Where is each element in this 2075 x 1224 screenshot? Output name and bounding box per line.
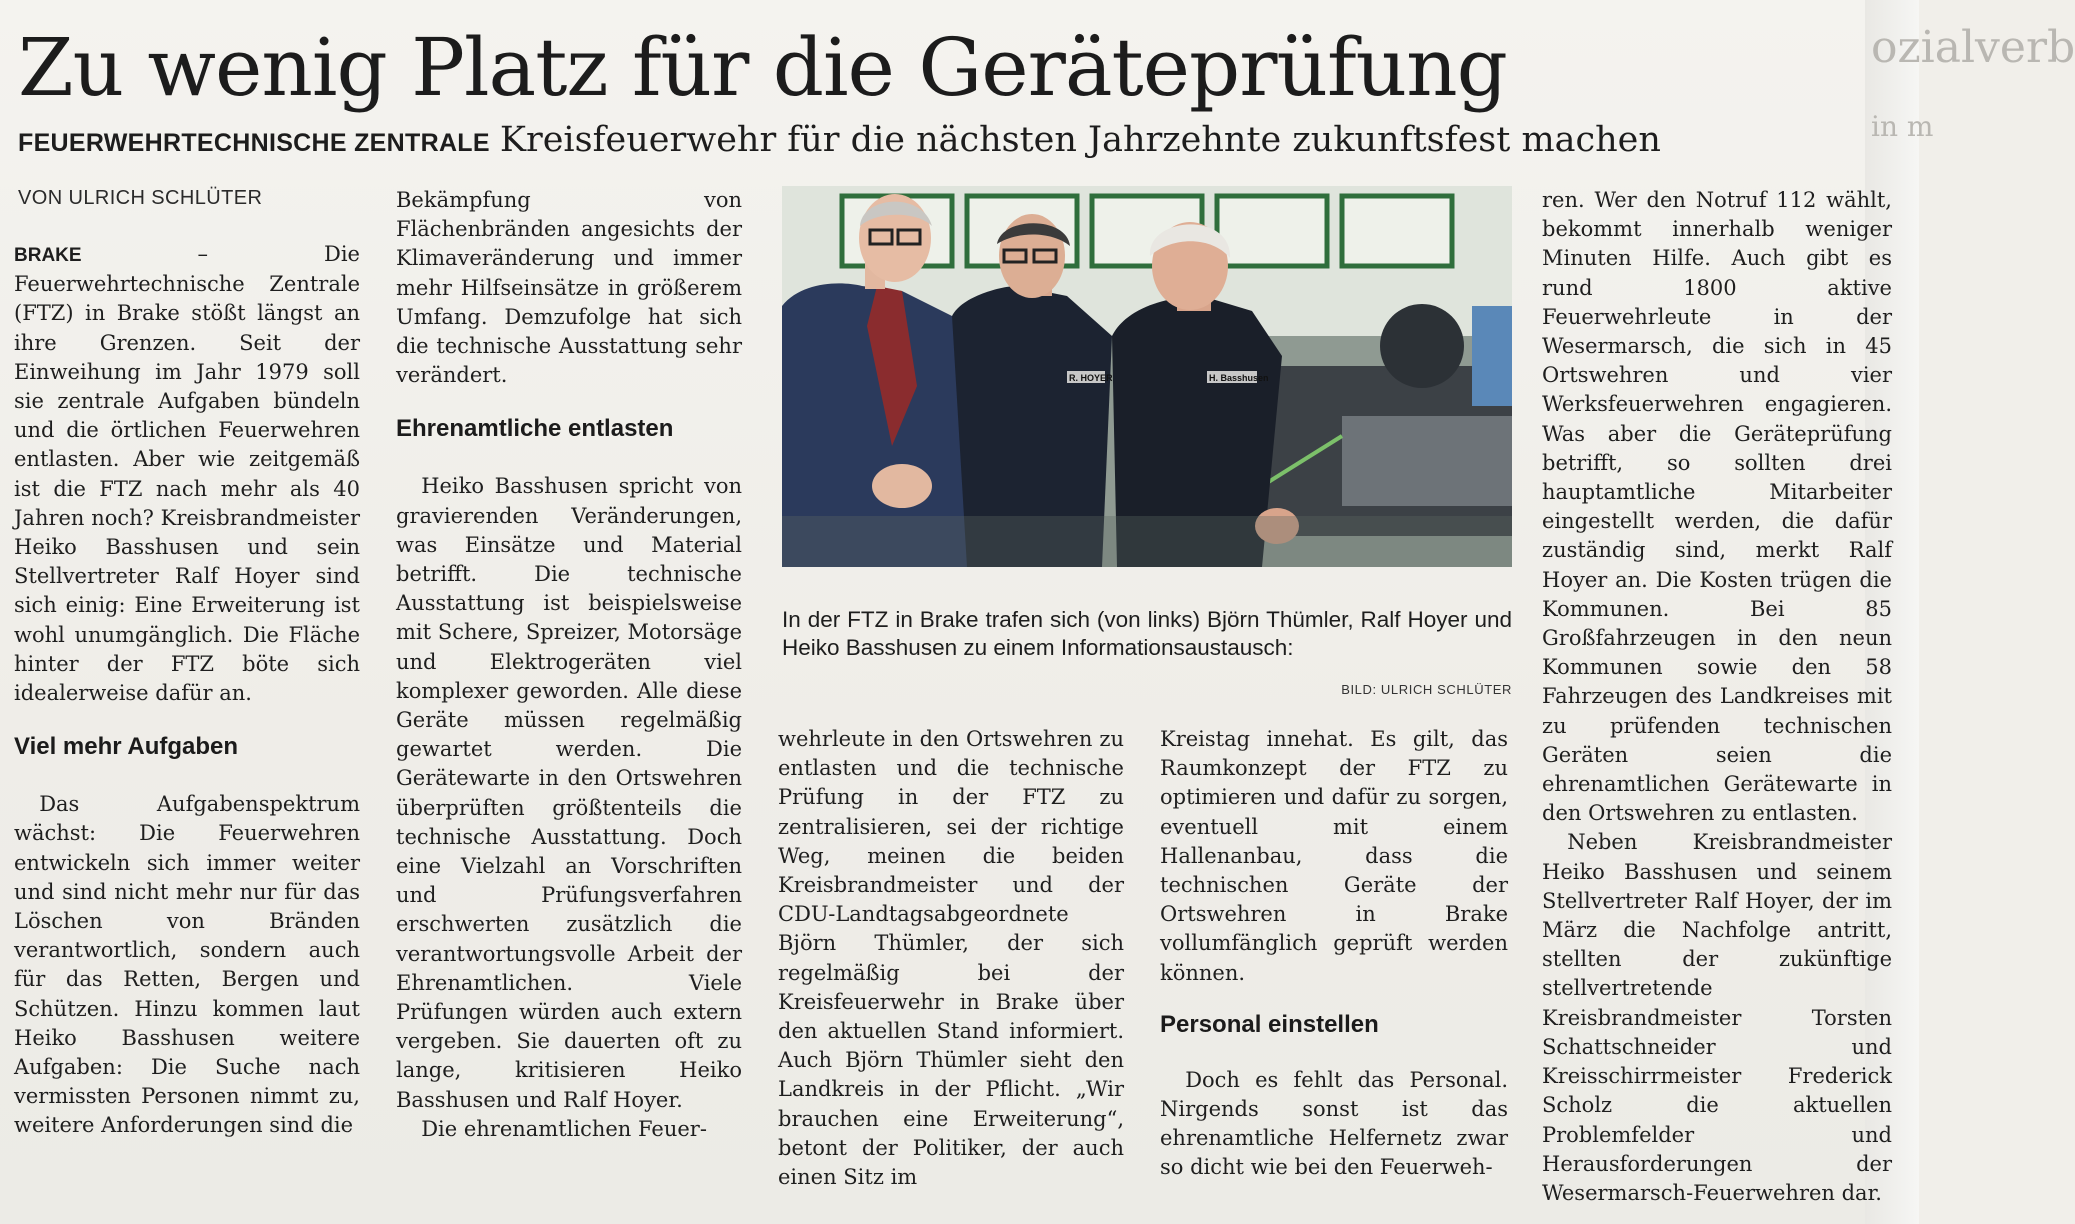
paragraph [14,240,360,708]
article-column-2 [396,186,742,1176]
article-column-3 [778,725,1124,1190]
subheading: Personal einstellen [1160,1010,1379,1038]
photo-credit: BILD: ULRICH SCHLÜTER [1341,682,1512,697]
article-column-5 [1542,186,1892,1205]
name-badge-2: H. Basshusen [1209,373,1269,383]
paragraph-text: – Die Feuerwehrtechnische Zentrale (FTZ) in Brake stößt längst an ihre Grenzen. Seit der Einweihung im Jahr 1979 soll sie zentrale Aufgaben bündeln und die örtlichen Feuerwehren entlasten. Aber wie zeitgemäß ist die FTZ nach mehr als 40 Jahren noch? Kreisbrandmeister Heiko Basshusen und sein Stellvertreter Ralf Hoyer sind sich einig: Eine Erweiterung ist wohl unumgänglich. Die Fläche hinter der FTZ böte sich idealerweise dafür an. [14,242,360,706]
paragraph: Kreistag innehat. Es gilt, das Raumkonzept der FTZ zu optimieren und dafür zu sorgen, eventuell mit einem Hallenanbau, dass die technischen Geräte der Ortswehren in Brake vollumfänglich geprüft werden können. [1160,727,1508,985]
dek: Kreisfeuerwehr für die nächsten Jahrzehnte zukunftsfest machen [499,120,1661,160]
paragraph: Bekämpfung von Flächenbränden angesichts der Klimaveränderung und immer mehr Hilfseinsätze in größerem Umfang. Demzufolge hat sich die technische Ausstattung sehr verändert. [396,188,742,388]
paragraph: Die ehrenamtlichen Feuer- [421,1116,707,1141]
edge-fragment-top: ozialverb [1871,22,2075,73]
name-badge-1: R. HOYER [1069,373,1113,383]
article-column-4 [1160,725,1508,1180]
subheading: Viel mehr Aufgaben [14,733,239,761]
article-photo [782,186,1512,567]
dateline: BRAKE [14,245,82,266]
headline: Zu wenig Platz für die Geräteprüfung [18,21,1507,114]
paragraph: Heiko Basshusen spricht von gravierenden Veränderungen, was Einsätze und Material betrifft. Die technische Ausstattung ist beispielsweise mit Schere, Spreizer, Motorsäge und Elektrogeräten viel komplexer geworden. Alle diese Geräte müssen regelmäßig gewartet werden. Die Gerätewarte in den Ortswehren überprüften größtenteils die technische Ausstattung. Doch eine Vielzahl an Vorschriften und Prüfungsverfahren erschwerten zusätzlich die verantwortungsvolle Arbeit der Ehrenamtlichen. Viele Prüfungen würden auch extern vergeben. Sie dauerten oft zu lange, kritisieren Heiko Basshusen und Ralf Hoyer. [396,474,742,1112]
photo-scene [782,186,1512,567]
kicker: FEUERWEHRTECHNISCHE ZENTRALE [18,129,490,157]
byline: VON ULRICH SCHLÜTER [18,187,263,209]
article-column-1 [14,240,360,1175]
paragraph: Neben Kreisbrandmeister Heiko Basshusen und seinem Stellvertreter Ralf Hoyer, der im März die Nachfolge antritt, stellten der zukünftige stellvertretende Kreisbrandmeister Torsten Schattschneider und Kreisschirrmeister Frederick Scholz die aktuellen Problemfelder und Herausforderungen der Wesermarsch-Feuerwehren dar. [1542,830,1892,1205]
paragraph: Doch es fehlt das Personal. Nirgends sonst ist das ehrenamtliche Helfernetz zwar so dicht wie bei den Feuerweh- [1160,1067,1508,1180]
subheading: Ehrenamtliche entlasten [396,415,674,443]
paragraph: ren. Wer den Notruf 112 wählt, bekommt innerhalb weniger Minuten Hilfe. Auch gibt es rund 1800 aktive Feuerwehrleute in der Wesermarsch, die sich in 45 Ortswehren und vier Werksfeuerwehren engagieren. Was aber die Geräteprüfung betrifft, so sollten drei hauptamtliche Mitarbeiter eingestellt werden, die dafür zuständig sind, merkt Ralf Hoyer an. Die Kosten trügen die Kommunen. Bei 85 Großfahrzeugen in den neun Kommunen sowie den 58 Fahrzeugen des Landkreises mit zu prüfenden technischen Geräten seien die ehrenamtlichen Gerätewarte in den Ortswehren zu entlasten. [1542,188,1892,826]
edge-fragment-mid: in m [1871,110,1934,143]
photo-caption: In der FTZ in Brake trafen sich (von links) Björn Thümler, Ralf Hoyer und Heiko Basshusen zu einem Informationsaustausch: [782,607,1512,660]
subheadline [18,120,1661,160]
paragraph: wehrleute in den Ortswehren zu entlasten und die technische Prüfung in der FTZ zu zentralisieren, sei der richtige Weg, meinen die beiden Kreisbrandmeister und der CDU-Landtagsabgeordnete Björn Thümler, der sich regelmäßig bei der Kreisfeuerwehr in Brake über den aktuellen Stand informiert. Auch Björn Thümler sieht den Landkreis in der Pflicht. „Wir brauchen eine Erweiterung“, betont der Politiker, der auch einen Sitz im [778,727,1124,1190]
paragraph: Das Aufgabenspektrum wächst: Die Feuerwehren entwickeln sich immer weiter und sind nicht mehr nur für das Löschen von Bränden verantwortlich, sondern auch für das Retten, Bergen und Schützen. Hinzu kommen laut Heiko Basshusen weitere Aufgaben: Die Suche nach vermissten Personen nimmt zu, weitere Anforderungen sind die [14,792,360,1138]
